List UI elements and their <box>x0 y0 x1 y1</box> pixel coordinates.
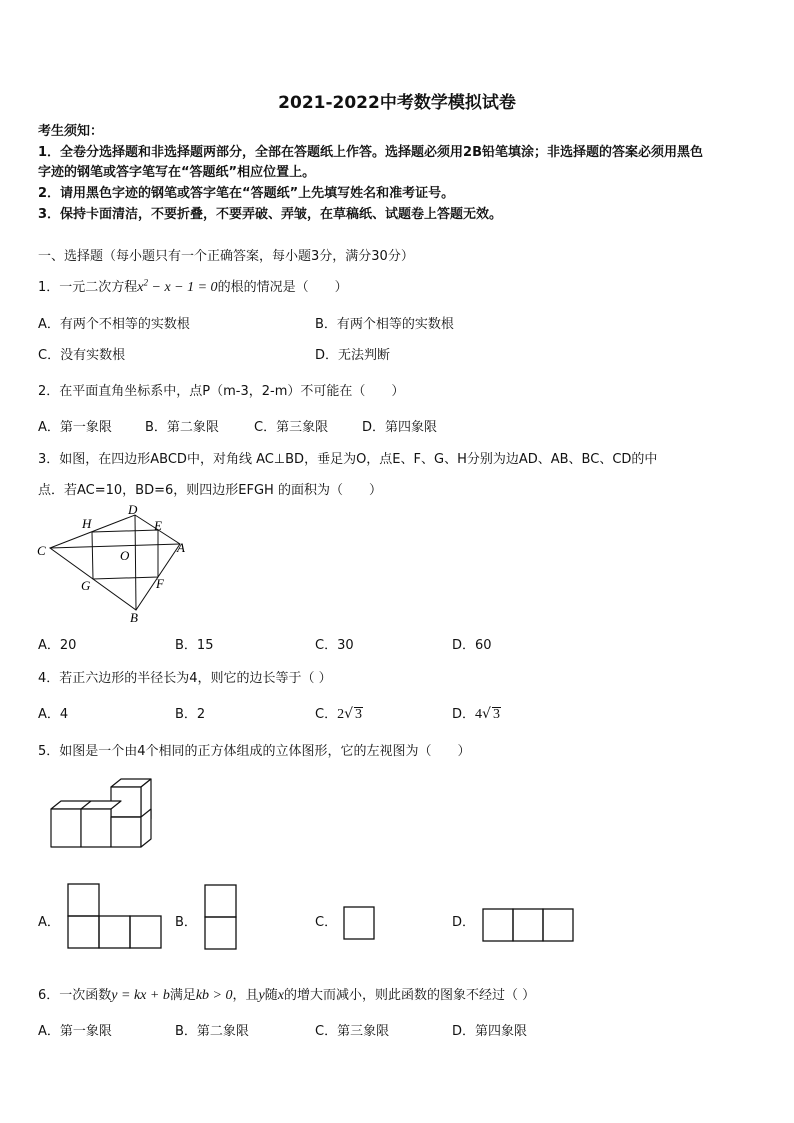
q4-c-coef: 2 <box>337 707 345 722</box>
q6-option-c[interactable]: C．第三象限 <box>315 1024 390 1039</box>
radical-icon: √ <box>482 706 491 722</box>
q4-c-radicand: 3 <box>355 707 362 722</box>
q4-d-radicand: 3 <box>492 707 500 722</box>
q4-option-b[interactable]: B．2 <box>175 707 206 722</box>
q6-option-b[interactable]: B．第二象限 <box>175 1024 249 1039</box>
notice-line-1b: 字迹的钢笔或答字笔写在“答题纸”相应位置上。 <box>38 165 316 180</box>
q5-option-a[interactable]: A． <box>38 915 60 930</box>
q6-condition: kb > 0 <box>195 988 233 1003</box>
question-4: 4．若正六边形的半径长为4，则它的边长等于（ ） <box>38 671 332 686</box>
q3-option-d[interactable]: D．60 <box>452 638 492 653</box>
q5-option-b[interactable]: B． <box>175 915 197 930</box>
q4-option-a[interactable]: A．4 <box>38 707 69 722</box>
notice-heading: 考生须知： <box>38 124 104 139</box>
q1-option-b[interactable]: B．有两个相等的实数根 <box>315 317 454 332</box>
question-3-line-1: 3．如图，在四边形ABCD中，对角线 AC⊥BD，垂足为O，点E、F、G、H分别为边AD、AB、BC、CD的中 <box>38 452 658 467</box>
q3-option-a[interactable]: A．20 <box>38 638 77 653</box>
question-1 <box>38 276 348 296</box>
q1-eq-x: x <box>137 280 144 295</box>
q5-option-d-view <box>482 908 575 943</box>
notice-line-2: 2．请用黑色字迹的钢笔或答字笔在“答题纸”上先填写姓名和准考证号。 <box>38 186 455 201</box>
label-c: C <box>37 543 46 558</box>
q6-var-x: x <box>277 988 284 1003</box>
q1-suffix: 的根的情况是（ ） <box>217 280 348 295</box>
q6-option-d[interactable]: D．第四象限 <box>452 1024 528 1039</box>
notice-line-3: 3．保持卡面清洁，不要折叠，不要弄破、弄皱，在草稿纸、试题卷上答题无效。 <box>38 207 503 222</box>
q6-text-2: ，且 <box>232 988 259 1003</box>
label-e: E <box>154 518 162 533</box>
q5-option-a-view <box>67 882 163 950</box>
q4-option-c[interactable] <box>315 703 363 723</box>
q1-prefix: 1．一元二次方程 <box>38 280 138 295</box>
q5-option-b-view <box>204 884 238 950</box>
q2-option-c[interactable]: C．第三象限 <box>254 420 329 435</box>
q1-option-c[interactable]: C．没有实数根 <box>38 348 126 363</box>
q5-option-d[interactable]: D． <box>452 915 476 930</box>
q3-option-c[interactable]: C．30 <box>315 638 354 653</box>
q4-d-label: D． <box>452 707 476 722</box>
notice-line-1a: 1．全卷分选择题和非选择题两部分，全部在答题纸上作答。选择题必须用2B铅笔填涂；非选择题的答案必须用黑色 <box>38 145 704 160</box>
question-2: 2．在平面直角坐标系中，点P（m-3，2-m）不可能在（ ） <box>38 384 405 399</box>
section-heading: 一、选择题（每小题只有一个正确答案，每小题3分，满分30分） <box>38 249 414 264</box>
label-b: B <box>130 610 138 625</box>
q1-equation <box>137 277 218 295</box>
exam-title: 2021-2022中考数学模拟试卷 <box>278 93 516 113</box>
q2-option-b[interactable]: B．第二象限 <box>145 420 219 435</box>
q6-text-1: 满足 <box>169 988 196 1003</box>
q6-function: y = kx + b <box>111 988 170 1003</box>
label-h: H <box>82 516 92 531</box>
q6-prefix: 6．一次函数 <box>38 988 112 1003</box>
q5-cube-solid-figure <box>48 776 156 854</box>
question-5: 5．如图是一个由4个相同的正方体组成的立体图形，它的左视图为（ ） <box>38 744 471 759</box>
question-3-line-2: 点．若AC=10，BD=6，则四边形EFGH 的面积为（ ） <box>38 483 382 498</box>
label-a: A <box>177 540 185 555</box>
radical-icon: √ <box>344 706 353 722</box>
q6-var-y: y <box>258 988 265 1003</box>
q6-text-3: 随 <box>264 988 278 1003</box>
q6-option-a[interactable]: A．第一象限 <box>38 1024 112 1039</box>
q1-option-d[interactable]: D．无法判断 <box>315 348 391 363</box>
q2-option-d[interactable]: D．第四象限 <box>362 420 438 435</box>
question-6 <box>38 984 535 1004</box>
label-o: O <box>120 548 130 563</box>
label-f: F <box>156 576 164 591</box>
q4-option-d[interactable] <box>452 703 501 723</box>
q4-c-label: C． <box>315 707 338 722</box>
q1-eq-rest: − x − 1 = 0 <box>148 280 218 295</box>
q3-option-b[interactable]: B．15 <box>175 638 214 653</box>
q6-suffix: 的增大而减小，则此函数的图象不经过（ ） <box>283 988 536 1003</box>
q1-option-a[interactable]: A．有两个不相等的实数根 <box>38 317 190 332</box>
q4-d-coef: 4 <box>475 707 483 722</box>
label-d: D <box>128 502 138 517</box>
q2-option-a[interactable]: A．第一象限 <box>38 420 112 435</box>
q5-option-c-view <box>343 906 376 941</box>
q5-option-c[interactable]: C． <box>315 915 338 930</box>
label-g: G <box>81 578 91 593</box>
q1-eq-exp: 2 <box>143 277 148 288</box>
q3-quadrilateral-figure <box>30 500 200 625</box>
